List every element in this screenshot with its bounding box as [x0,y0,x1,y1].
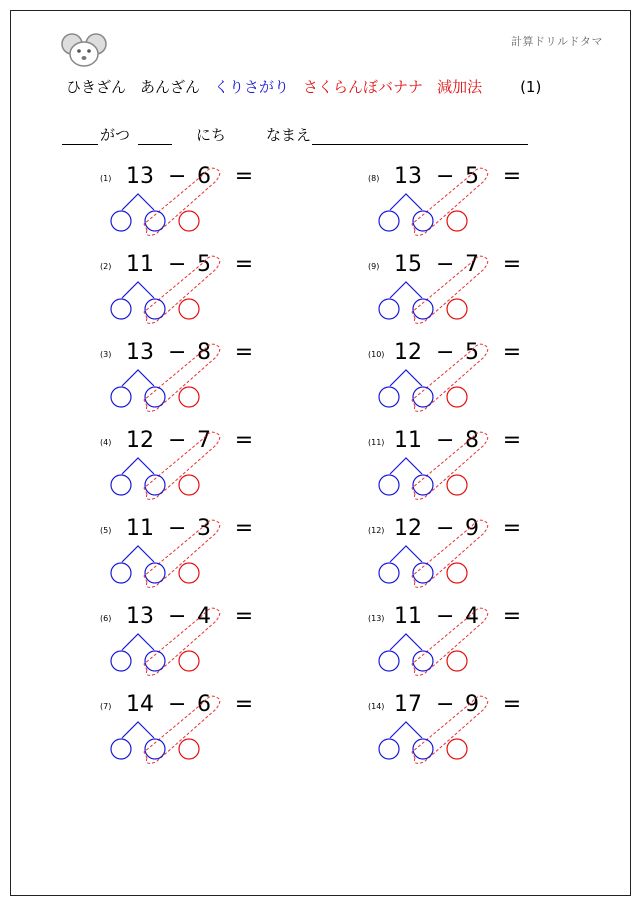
minuend: 12 [126,428,154,453]
cherry-stem [122,194,154,210]
minus-sign: − [168,164,187,189]
minuend: 11 [126,252,154,277]
title-sakuranbo-banana: さくらんぼバナナ [303,78,424,96]
problem-item [368,428,568,512]
equals-sign: = [502,692,522,717]
answer-circle[interactable] [447,475,467,495]
tens-circle[interactable] [111,211,131,231]
problem-item [368,340,568,424]
answer-circle[interactable] [447,563,467,583]
name-label: なまえ [266,126,312,144]
brand-label: 計算ドリルドタマ [511,35,603,48]
day-blank[interactable] [138,144,172,145]
cherry-banana-diagram [100,168,300,248]
minus-sign: − [436,164,455,189]
banana-outline [144,344,220,411]
tens-circle[interactable] [111,739,131,759]
problem-number: (8) [368,174,380,183]
cherry-banana-diagram [368,344,568,424]
subtrahend: 3 [197,516,211,541]
minuend: 13 [126,604,154,629]
cherry-banana-diagram [100,256,300,336]
problem-number: (13) [368,614,385,623]
tens-circle[interactable] [111,475,131,495]
cherry-banana-diagram [368,608,568,688]
minuend: 12 [394,340,422,365]
minus-sign: − [436,692,455,717]
subtrahend: 7 [197,428,211,453]
title-genkaho: 減加法 [437,78,483,96]
problem-item [100,604,300,688]
problem-number: (5) [100,526,112,535]
tens-circle[interactable] [379,475,399,495]
minus-sign: − [168,604,187,629]
worksheet-number: (1) [520,78,542,96]
minuend: 17 [394,692,422,717]
worksheet-title [66,76,555,97]
minuend: 12 [394,516,422,541]
cherry-banana-diagram [368,432,568,512]
minuend: 14 [126,692,154,717]
subtrahend: 5 [197,252,211,277]
subtrahend: 6 [197,164,211,189]
answer-circle[interactable] [447,387,467,407]
day-label: にち [196,126,227,144]
problem-number: (9) [368,262,380,271]
banana-outline [412,520,488,587]
subtrahend: 8 [465,428,479,453]
cherry-stem [390,458,422,474]
problem-item [100,164,300,248]
problem-number: (3) [100,350,112,359]
banana-outline [144,520,220,587]
subtrahend: 4 [197,604,211,629]
equals-sign: = [502,428,522,453]
minus-sign: − [436,340,455,365]
cherry-banana-diagram [100,344,300,424]
cherry-stem [122,722,154,738]
problem-number: (6) [100,614,112,623]
problem-item [100,252,300,336]
cherry-stem [390,722,422,738]
problem-number: (14) [368,702,385,711]
month-label: がつ [100,126,131,144]
minus-sign: − [168,692,187,717]
minuend: 11 [394,428,422,453]
problem-item [100,516,300,600]
cherry-banana-diagram [100,608,300,688]
tens-circle[interactable] [379,563,399,583]
answer-circle[interactable] [179,299,199,319]
problem-number: (1) [100,174,112,183]
cherry-banana-diagram [100,432,300,512]
tens-circle[interactable] [379,739,399,759]
tens-circle[interactable] [111,387,131,407]
minus-sign: − [436,516,455,541]
equals-sign: = [234,516,254,541]
answer-circle[interactable] [179,387,199,407]
equals-sign: = [502,340,522,365]
tens-circle[interactable] [379,299,399,319]
minus-sign: − [436,252,455,277]
problem-number: (4) [100,438,112,447]
problem-item [368,516,568,600]
problem-number: (7) [100,702,112,711]
title-hikizan: ひきざん [66,78,127,96]
cherry-banana-diagram [368,168,568,248]
answer-circle[interactable] [179,211,199,231]
banana-outline [412,344,488,411]
problem-item [368,692,568,776]
cherry-stem [122,458,154,474]
problem-item [368,164,568,248]
banana-outline [144,608,220,675]
problem-number: (11) [368,438,385,447]
problem-number: (12) [368,526,385,535]
mouse-logo-icon [60,30,108,70]
subtrahend: 9 [465,692,479,717]
minus-sign: − [168,340,187,365]
cherry-banana-diagram [368,520,568,600]
problem-item [368,252,568,336]
cherry-banana-diagram [368,696,568,776]
equals-sign: = [502,252,522,277]
minus-sign: − [168,428,187,453]
minus-sign: − [168,252,187,277]
cherry-banana-diagram [100,520,300,600]
problem-item [100,340,300,424]
cherry-stem [390,546,422,562]
subtrahend: 6 [197,692,211,717]
cherry-banana-diagram [368,256,568,336]
banana-outline [412,432,488,499]
answer-circle[interactable] [179,563,199,583]
minuend: 11 [126,516,154,541]
minuend: 13 [394,164,422,189]
minuend: 15 [394,252,422,277]
minus-sign: − [436,428,455,453]
subtrahend: 4 [465,604,479,629]
answer-circle[interactable] [179,475,199,495]
answer-circle[interactable] [447,211,467,231]
banana-outline [144,432,220,499]
equals-sign: = [234,692,254,717]
equals-sign: = [234,164,254,189]
answer-circle[interactable] [447,739,467,759]
cherry-stem [390,370,422,386]
answer-circle[interactable] [179,651,199,671]
cherry-stem [390,282,422,298]
banana-outline [412,696,488,763]
equals-sign: = [234,604,254,629]
problem-number: (10) [368,350,385,359]
minuend: 11 [394,604,422,629]
tens-circle[interactable] [111,563,131,583]
banana-outline [412,256,488,323]
cherry-stem [122,282,154,298]
equals-sign: = [502,604,522,629]
answer-circle[interactable] [447,299,467,319]
cherry-stem [122,634,154,650]
minuend: 13 [126,164,154,189]
cherry-stem [390,194,422,210]
problem-item [100,692,300,776]
answer-circle[interactable] [447,651,467,671]
tens-circle[interactable] [379,651,399,671]
answer-circle[interactable] [179,739,199,759]
banana-outline [412,168,488,235]
banana-outline [144,256,220,323]
title-kurisagari: くりさがり [214,78,290,96]
month-blank[interactable] [62,144,98,145]
equals-sign: = [502,164,522,189]
minus-sign: − [436,604,455,629]
title-anzan: あんざん [140,78,201,96]
equals-sign: = [502,516,522,541]
minus-sign: − [168,516,187,541]
cherry-banana-diagram [100,696,300,776]
banana-outline [412,608,488,675]
tens-circle[interactable] [379,387,399,407]
problem-number: (2) [100,262,112,271]
cherry-stem [122,370,154,386]
problem-item [368,604,568,688]
subtrahend: 9 [465,516,479,541]
subtrahend: 5 [465,340,479,365]
banana-outline [144,696,220,763]
cherry-stem [390,634,422,650]
subtrahend: 5 [465,164,479,189]
minuend: 13 [126,340,154,365]
name-blank[interactable] [312,144,528,145]
tens-circle[interactable] [111,299,131,319]
subtrahend: 8 [197,340,211,365]
cherry-stem [122,546,154,562]
equals-sign: = [234,428,254,453]
banana-outline [144,168,220,235]
tens-circle[interactable] [111,651,131,671]
equals-sign: = [234,340,254,365]
tens-circle[interactable] [379,211,399,231]
subtrahend: 7 [465,252,479,277]
problem-item [100,428,300,512]
equals-sign: = [234,252,254,277]
